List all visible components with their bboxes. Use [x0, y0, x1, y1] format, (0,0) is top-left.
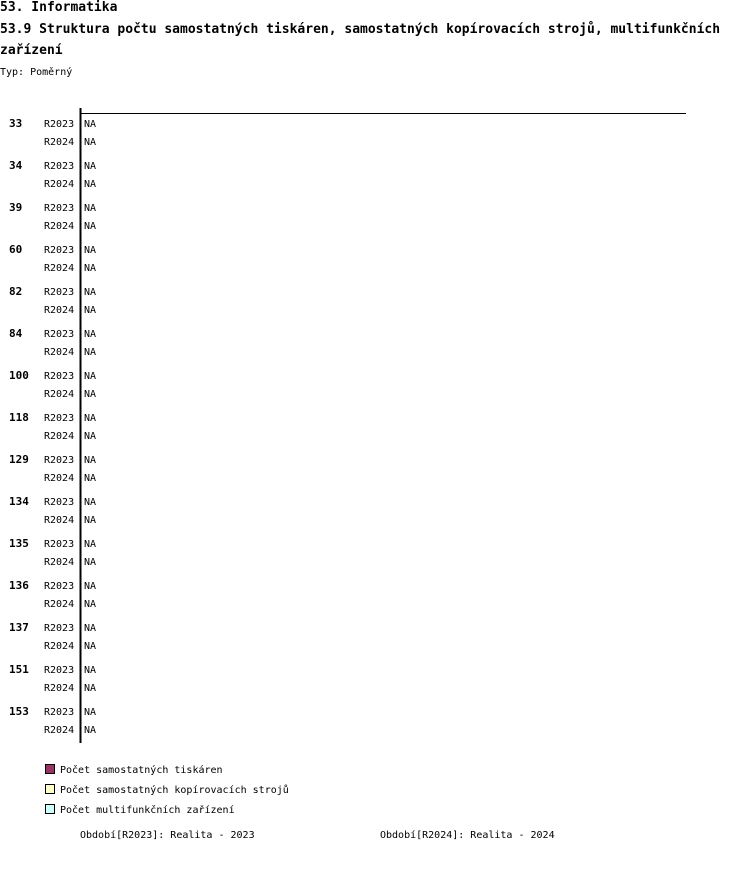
sub-category-label: R2024 [44, 179, 75, 190]
value-label: NA [84, 161, 97, 172]
sub-category-label: R2023 [44, 329, 75, 340]
legend-item-mfd [45, 804, 235, 818]
value-label: NA [84, 707, 97, 718]
sub-category-label: R2024 [44, 137, 75, 148]
category-label: 100 [9, 369, 29, 382]
category-label: 34 [9, 159, 23, 172]
sub-category-label: R2023 [44, 665, 75, 676]
page-heading: 53. Informatika [0, 0, 118, 15]
sub-category-label: R2023 [44, 497, 75, 508]
category-label: 134 [9, 495, 29, 508]
value-label: NA [84, 203, 97, 214]
value-label: NA [84, 515, 97, 526]
category-label: 151 [9, 663, 29, 676]
sub-category-label: R2024 [44, 221, 75, 232]
sub-category-label: R2023 [44, 203, 75, 214]
value-label: NA [84, 287, 97, 298]
category-label: 39 [9, 201, 23, 214]
category-label: 129 [9, 453, 29, 466]
period-r2024: Období[R2024]: Realita - 2024 [380, 830, 555, 841]
chart-title: 53.9 Struktura počtu samostatných tiskáren, samostatných kopírovacích strojů, multifunkčních zařízení [0, 22, 721, 58]
legend-item-copiers [45, 784, 289, 798]
legend-label-copiers: Počet samostatných kopírovacích strojů [60, 785, 289, 796]
value-label: NA [84, 413, 97, 424]
value-label: NA [84, 347, 97, 358]
category-label: 33 [9, 117, 23, 130]
category-label: 82 [9, 285, 23, 298]
sub-category-label: R2024 [44, 515, 75, 526]
sub-category-label: R2024 [44, 347, 75, 358]
value-label: NA [84, 725, 97, 736]
legend-swatch-printers [45, 764, 55, 774]
value-label: NA [84, 455, 97, 466]
sub-category-label: R2023 [44, 161, 75, 172]
sub-category-label: R2023 [44, 581, 75, 592]
sub-category-label: R2023 [44, 539, 75, 550]
sub-category-label: R2024 [44, 683, 75, 694]
value-label: NA [84, 137, 97, 148]
value-label: NA [84, 245, 97, 256]
sub-category-label: R2024 [44, 599, 75, 610]
sub-category-label: R2024 [44, 389, 75, 400]
category-label: 84 [9, 327, 23, 340]
sub-category-label: R2023 [44, 371, 75, 382]
sub-category-label: R2024 [44, 725, 75, 736]
sub-category-label: R2023 [44, 707, 75, 718]
value-label: NA [84, 665, 97, 676]
value-label: NA [84, 263, 97, 274]
value-label: NA [84, 179, 97, 190]
sub-category-label: R2024 [44, 473, 75, 484]
sub-category-label: R2024 [44, 557, 75, 568]
value-label: NA [84, 119, 97, 130]
legend-label-mfd: Počet multifunkčních zařízení [60, 805, 235, 816]
value-label: NA [84, 497, 97, 508]
sub-category-label: R2024 [44, 305, 75, 316]
value-label: NA [84, 221, 97, 232]
sub-category-label: R2023 [44, 245, 75, 256]
value-label: NA [84, 641, 97, 652]
period-r2023: Období[R2023]: Realita - 2023 [80, 830, 255, 841]
category-label: 153 [9, 705, 29, 718]
sub-category-label: R2024 [44, 431, 75, 442]
value-label: NA [84, 371, 97, 382]
value-label: NA [84, 305, 97, 316]
legend-item-printers [45, 764, 223, 778]
type-label: Typ: Poměrný [0, 67, 73, 78]
value-label: NA [84, 473, 97, 484]
category-label: 118 [9, 411, 29, 424]
legend-swatch-copiers [45, 784, 55, 794]
category-label: 60 [9, 243, 23, 256]
category-label: 137 [9, 621, 29, 634]
sub-category-label: R2023 [44, 413, 75, 424]
sub-category-label: R2023 [44, 455, 75, 466]
sub-category-label: R2024 [44, 263, 75, 274]
sub-category-label: R2023 [44, 119, 75, 130]
sub-category-label: R2023 [44, 287, 75, 298]
legend-label-printers: Počet samostatných tiskáren [60, 765, 223, 776]
category-label: 136 [9, 579, 29, 592]
category-label: 135 [9, 537, 29, 550]
value-label: NA [84, 539, 97, 550]
legend-swatch-mfd [45, 804, 55, 814]
value-label: NA [84, 329, 97, 340]
sub-category-label: R2024 [44, 641, 75, 652]
value-label: NA [84, 557, 97, 568]
value-label: NA [84, 623, 97, 634]
value-label: NA [84, 599, 97, 610]
value-label: NA [84, 389, 97, 400]
value-label: NA [84, 581, 97, 592]
value-label: NA [84, 683, 97, 694]
value-label: NA [84, 431, 97, 442]
sub-category-label: R2023 [44, 623, 75, 634]
